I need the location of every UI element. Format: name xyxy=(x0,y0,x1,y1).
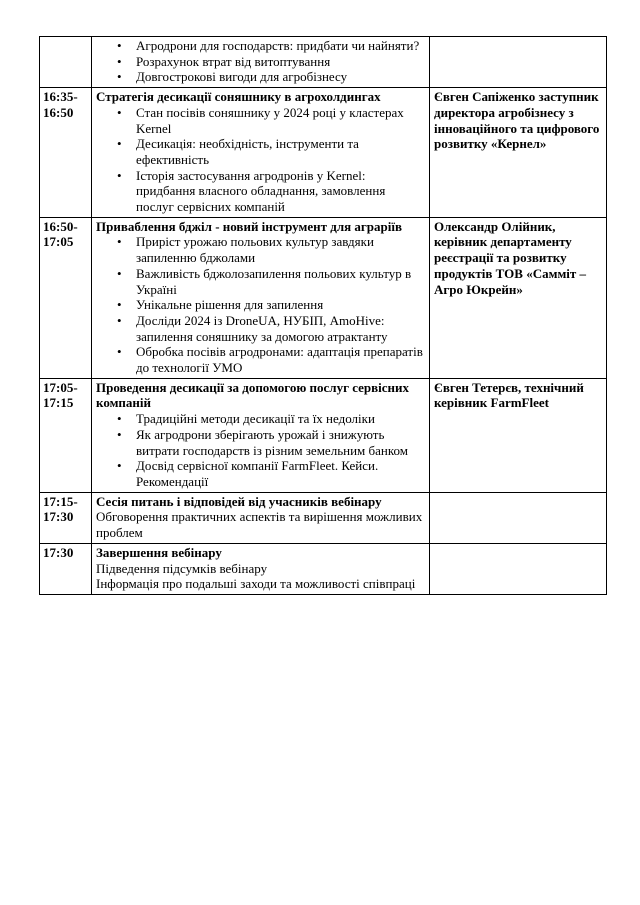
bullet-item: • Десикація: необхідність, інструменти та ефективність xyxy=(96,136,425,167)
session-title: Проведення десикації за допомогою послуг сервісних компаній xyxy=(96,379,410,411)
topic-cell xyxy=(92,88,430,218)
table-row xyxy=(40,543,607,594)
agenda-body xyxy=(40,37,607,595)
time-cell: 16:35-16:50 xyxy=(40,88,92,218)
time-cell: 17:05-17:15 xyxy=(40,378,92,492)
bullet-list xyxy=(96,105,425,215)
time-cell: 16:50-17:05 xyxy=(40,217,92,378)
table-row xyxy=(40,217,607,378)
bullet-list xyxy=(96,411,425,490)
topic-text-line: Обговорення практичних аспектів та вирішення можливих проблем xyxy=(96,509,423,541)
table-row xyxy=(40,88,607,218)
bullet-item: • Важливість бджолозапилення польових культур в Україні xyxy=(96,266,425,297)
topic-text-line: Підведення підсумків вебінару xyxy=(96,560,268,576)
topic-text-line: Інформація про подальші заходи та можливості співпраці xyxy=(96,576,416,592)
bullet-item: • Приріст урожаю польових культур завдяки запиленню бджолами xyxy=(96,234,425,265)
bullet-list xyxy=(96,234,425,375)
time-cell xyxy=(40,37,92,88)
bullet-item: • Агродрони для господарств: придбати чи найняти? xyxy=(96,38,425,54)
bullet-list xyxy=(96,38,425,85)
topic-cell xyxy=(92,217,430,378)
topic-cell xyxy=(92,543,430,594)
bullet-item: • Унікальне рішення для запилення xyxy=(96,297,425,313)
bullet-item: • Традиційні методи десикації та їх недоліки xyxy=(96,411,425,427)
table-row xyxy=(40,378,607,492)
table-row xyxy=(40,492,607,543)
table-row xyxy=(40,37,607,88)
speaker-cell xyxy=(430,492,607,543)
topic-cell xyxy=(92,378,430,492)
speaker-cell: Євген Тетерєв, технічний керівник FarmFleet xyxy=(430,378,607,492)
time-cell: 17:30 xyxy=(40,543,92,594)
bullet-item: • Історія застосування агродронів у Kernel: придбання власного обладнання, замовлення послуг сервісних компаній xyxy=(96,168,425,215)
speaker-cell xyxy=(430,543,607,594)
bullet-item: • Розрахунок втрат від витоптування xyxy=(96,54,425,70)
session-title: Сесія питань і відповідей від учасників вебінару xyxy=(96,493,382,509)
bullet-item: • Як агродрони зберігають урожай і знижують витрати господарств із різним земельним банком xyxy=(96,427,425,458)
topic-cell xyxy=(92,37,430,88)
speaker-cell: Євген Сапіженко заступник директора агробізнесу з інноваційного та цифрового розвитку «Кернел» xyxy=(430,88,607,218)
speaker-cell xyxy=(430,37,607,88)
bullet-item: • Довгострокові вигоди для агробізнесу xyxy=(96,69,425,85)
session-title: Завершення вебінару xyxy=(96,544,222,560)
bullet-item: • Досвід сервісної компанії FarmFleet. Кейси. Рекомендації xyxy=(96,458,425,489)
bullet-item: • Обробка посівів агродронами: адаптація препаратів до технології УМО xyxy=(96,344,425,375)
bullet-item: • Досліди 2024 із DroneUA, НУБІП, AmoHive: запилення соняшнику за домогою атрактанту xyxy=(96,313,425,344)
time-cell: 17:15-17:30 xyxy=(40,492,92,543)
session-title: Приваблення бджіл - новий інструмент для аграріїв xyxy=(96,218,403,234)
speaker-cell: Олександр Олійник, керівник департаменту реєстрації та розвитку продуктів ТОВ «Самміт – Агро Юкрейн» xyxy=(430,217,607,378)
agenda-table xyxy=(39,36,607,595)
topic-cell xyxy=(92,492,430,543)
session-title: Стратегія десикації соняшнику в агрохолдингах xyxy=(96,89,381,105)
bullet-item: • Стан посівів соняшнику у 2024 році у кластерах Kernel xyxy=(96,105,425,136)
